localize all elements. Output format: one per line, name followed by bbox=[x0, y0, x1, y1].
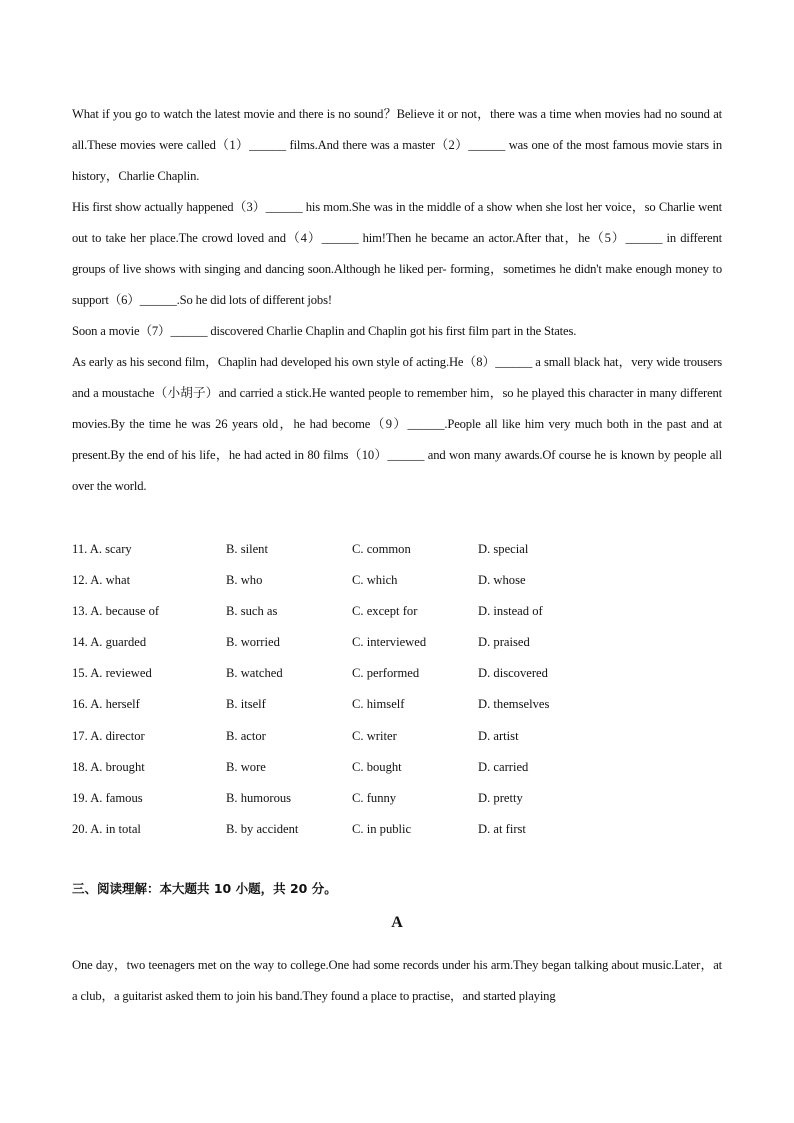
question-row bbox=[72, 721, 722, 752]
section-heading: 三、阅读理解：本大题共 10 小题，共 20 分。 bbox=[72, 881, 337, 896]
question-row bbox=[72, 534, 722, 565]
option-c: C. which bbox=[352, 573, 398, 588]
question-row bbox=[72, 658, 722, 689]
question-row bbox=[72, 752, 722, 783]
option-b: B. silent bbox=[226, 542, 268, 556]
question-row bbox=[72, 814, 722, 845]
option-c: C. except for bbox=[352, 604, 418, 619]
cloze-paragraph-2: His first show actually happened（3）______ his mom.She was in the middle of a show when she lost her voice，so Charlie went out to take her place.The crowd loved and（4）______ him!Then he became an actor.After that，he（5）______ in different groups of live shows with singing and dancing soon.Although he liked per- forming，sometimes he didn't make enough money to support（6）______.So he did lots of different jobs! bbox=[72, 200, 722, 307]
cloze-paragraph-1: What if you go to watch the latest movie and there is no sound？Believe it or not，there was a time when movies had no sound at all.These movies were called（1）______ films.And there was a master（2）______ was one of the most famous movie stars in history，Charlie Chaplin. bbox=[72, 107, 722, 183]
option-d: D. instead of bbox=[478, 604, 543, 619]
question-row bbox=[72, 783, 722, 814]
reading-paragraph: One day，two teenagers met on the way to college.One had some records under his arm.They began talking about music.Later，at a club，a guitarist asked them to join his band.They found a place to practise，and started playing bbox=[72, 958, 722, 1003]
option-c: C. writer bbox=[352, 728, 397, 743]
option-d: D. discovered bbox=[478, 666, 548, 681]
option-c: C. funny bbox=[352, 790, 397, 805]
option-a: 12. A. what bbox=[72, 573, 131, 588]
option-d: D. at first bbox=[478, 821, 526, 836]
cloze-paragraph-3: Soon a movie（7）______ discovered Charlie Chaplin and Chaplin got his first film part in the States. bbox=[72, 324, 577, 338]
option-a: 13. A. because of bbox=[72, 604, 160, 619]
cloze-paragraph-4: As early as his second film，Chaplin had developed his own style of acting.He（8）______ a small black hat，very wide trousers and a moustache（小胡子）and carried a stick.He wanted people to remember him，so he played this character in many different movies.By the time he was 26 years old，he had become（9）______.People all like him very much both in the past and at present.By the end of his life，he had acted in 80 films（10）______ and won many awards.Of course he is known by people all over the world. bbox=[72, 355, 722, 493]
option-d: D. special bbox=[478, 542, 529, 556]
part-heading: A bbox=[391, 914, 403, 931]
question-row bbox=[72, 596, 722, 627]
option-c: C. bought bbox=[352, 759, 402, 774]
question-row bbox=[72, 689, 722, 720]
option-b: B. who bbox=[226, 573, 263, 588]
option-b: B. wore bbox=[226, 759, 266, 774]
option-d: D. carried bbox=[478, 759, 529, 774]
option-c: C. interviewed bbox=[352, 635, 427, 650]
option-b: B. humorous bbox=[226, 790, 292, 805]
option-d: D. artist bbox=[478, 728, 519, 743]
option-d: D. praised bbox=[478, 635, 530, 650]
option-c: C. common bbox=[352, 542, 411, 556]
option-c: C. performed bbox=[352, 666, 420, 681]
option-b: B. watched bbox=[226, 666, 283, 681]
option-d: D. whose bbox=[478, 573, 526, 588]
question-row bbox=[72, 627, 722, 658]
option-a: 18. A. brought bbox=[72, 759, 145, 774]
option-b: B. actor bbox=[226, 728, 266, 743]
option-b: B. worried bbox=[226, 635, 280, 650]
option-d: D. pretty bbox=[478, 790, 523, 805]
option-a: 11. A. scary bbox=[72, 542, 132, 556]
option-b: B. by accident bbox=[226, 821, 299, 836]
option-a: 20. A. in total bbox=[72, 821, 141, 836]
reading-passage bbox=[72, 950, 722, 1012]
option-a: 17. A. director bbox=[72, 728, 145, 743]
option-a: 15. A. reviewed bbox=[72, 666, 152, 681]
option-b: B. such as bbox=[226, 604, 278, 619]
option-a: 14. A. guarded bbox=[72, 635, 147, 650]
answer-options bbox=[72, 534, 722, 845]
question-row bbox=[72, 565, 722, 596]
option-c: C. himself bbox=[352, 697, 405, 712]
option-d: D. themselves bbox=[478, 697, 550, 712]
option-c: C. in public bbox=[352, 821, 412, 836]
cloze-passage bbox=[72, 99, 722, 502]
option-a: 16. A. herself bbox=[72, 697, 140, 712]
option-b: B. itself bbox=[226, 697, 266, 712]
option-a: 19. A. famous bbox=[72, 790, 143, 805]
